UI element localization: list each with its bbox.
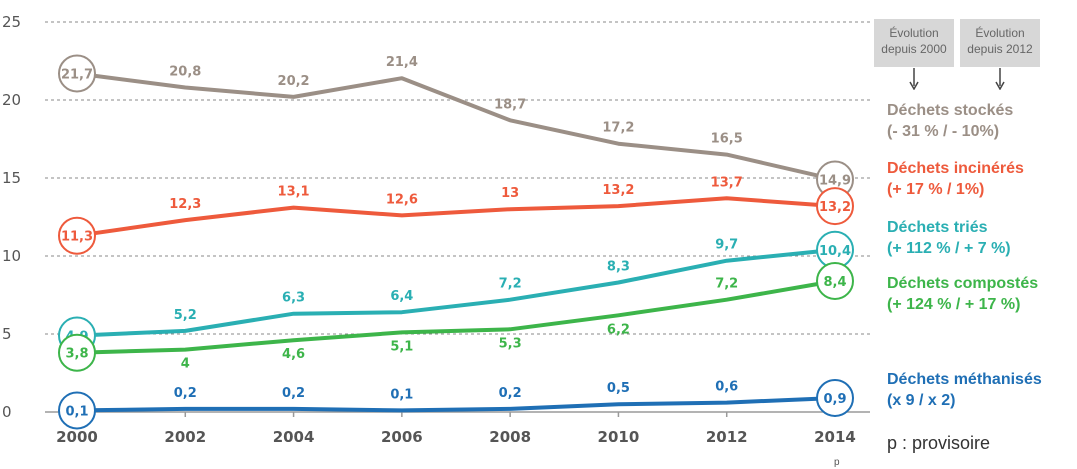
footnote: p : provisoire: [887, 433, 991, 453]
x-tick-label: 2004: [272, 428, 315, 446]
data-label: 0,1: [65, 404, 89, 420]
data-label: 20,2: [277, 73, 310, 89]
legend-name: Déchets incinérés: [887, 160, 1024, 177]
data-label: 17,2: [602, 120, 635, 136]
data-label: 20,8: [169, 64, 202, 80]
data-label: 0,5: [606, 381, 630, 397]
data-label: 0,2: [282, 385, 306, 401]
data-label: 6,3: [282, 290, 306, 306]
data-label: 5,3: [498, 336, 522, 352]
y-tick-label: 20: [2, 91, 22, 109]
data-label: 6,4: [390, 289, 414, 305]
data-label: 14,9: [818, 173, 852, 189]
data-label: 7,2: [715, 276, 739, 292]
legend-evolution: (+ 124 % / + 17 %): [887, 296, 1021, 313]
data-label: 5,1: [390, 339, 414, 355]
data-label: 8,3: [606, 259, 630, 275]
legend-evolution: (+ 17 % / 1%): [887, 181, 985, 198]
legend-incineres: [887, 158, 1024, 200]
x-tick-label: 2000: [56, 428, 98, 446]
evolution-since-2012-header: Évolution depuis 2012: [960, 19, 1040, 67]
data-label: 11,3: [60, 229, 94, 245]
data-label: 9,7: [715, 237, 739, 253]
data-label: 16,5: [710, 131, 743, 147]
data-label: 0,2: [498, 385, 522, 401]
legend-methanises: [887, 369, 1042, 411]
legend-name: Déchets méthanisés: [887, 371, 1042, 388]
provisional-mark: p: [834, 457, 840, 468]
data-label: 5,2: [173, 307, 197, 323]
legend-name: Déchets stockés: [887, 102, 1014, 119]
x-tick-label: 2006: [380, 428, 423, 446]
data-label: 4,6: [282, 347, 306, 363]
data-label: 6,2: [606, 322, 630, 338]
y-tick-label: 5: [2, 325, 12, 343]
legend-compostes: [887, 273, 1038, 315]
y-tick-label: 0: [2, 403, 12, 421]
data-label: 13: [501, 186, 520, 202]
arrow-down-icon: [909, 68, 919, 90]
series-line: [77, 74, 835, 180]
data-label: 13,2: [602, 183, 635, 199]
x-tick-label: 2002: [164, 428, 207, 446]
data-label: 13,2: [818, 200, 852, 216]
data-label: 0,9: [823, 391, 847, 407]
data-label: 7,2: [498, 276, 522, 292]
x-tick-label: 2008: [489, 428, 532, 446]
evolution-since-2000-header: Évolution depuis 2000: [874, 19, 954, 67]
data-label: 18,7: [494, 97, 527, 113]
y-tick-label: 15: [2, 169, 22, 187]
legend-evolution: (+ 112 % / + 7 %): [887, 240, 1011, 257]
legend-name: Déchets triés: [887, 219, 988, 236]
data-label: 13,1: [277, 184, 310, 200]
data-label: 10,4: [818, 243, 852, 259]
data-label: 3,8: [65, 346, 89, 362]
y-tick-label: 25: [2, 13, 22, 31]
data-label: 12,3: [169, 197, 202, 213]
data-label: 21,7: [60, 67, 94, 83]
data-label: 21,4: [385, 55, 418, 71]
data-label: 0,2: [173, 385, 197, 401]
x-tick-label: 2014: [814, 428, 856, 446]
data-label: 13,7: [710, 175, 743, 191]
y-tick-label: 10: [2, 247, 22, 265]
data-label: 12,6: [385, 192, 418, 208]
data-label: 0,1: [390, 387, 414, 403]
legend-evolution: (x 9 / x 2): [887, 392, 956, 409]
data-label: 8,4: [823, 274, 847, 290]
legend-evolution: (- 31 % / - 10%): [887, 123, 1000, 140]
legend-tries: [887, 217, 1011, 259]
legend-name: Déchets compostés: [887, 275, 1039, 292]
x-tick-label: 2012: [705, 428, 748, 446]
legend-stockes: [887, 100, 1013, 142]
arrow-down-icon: [995, 68, 1005, 90]
x-tick-label: 2010: [597, 428, 640, 446]
data-label: 4: [180, 356, 190, 372]
data-label: 0,6: [715, 379, 739, 395]
